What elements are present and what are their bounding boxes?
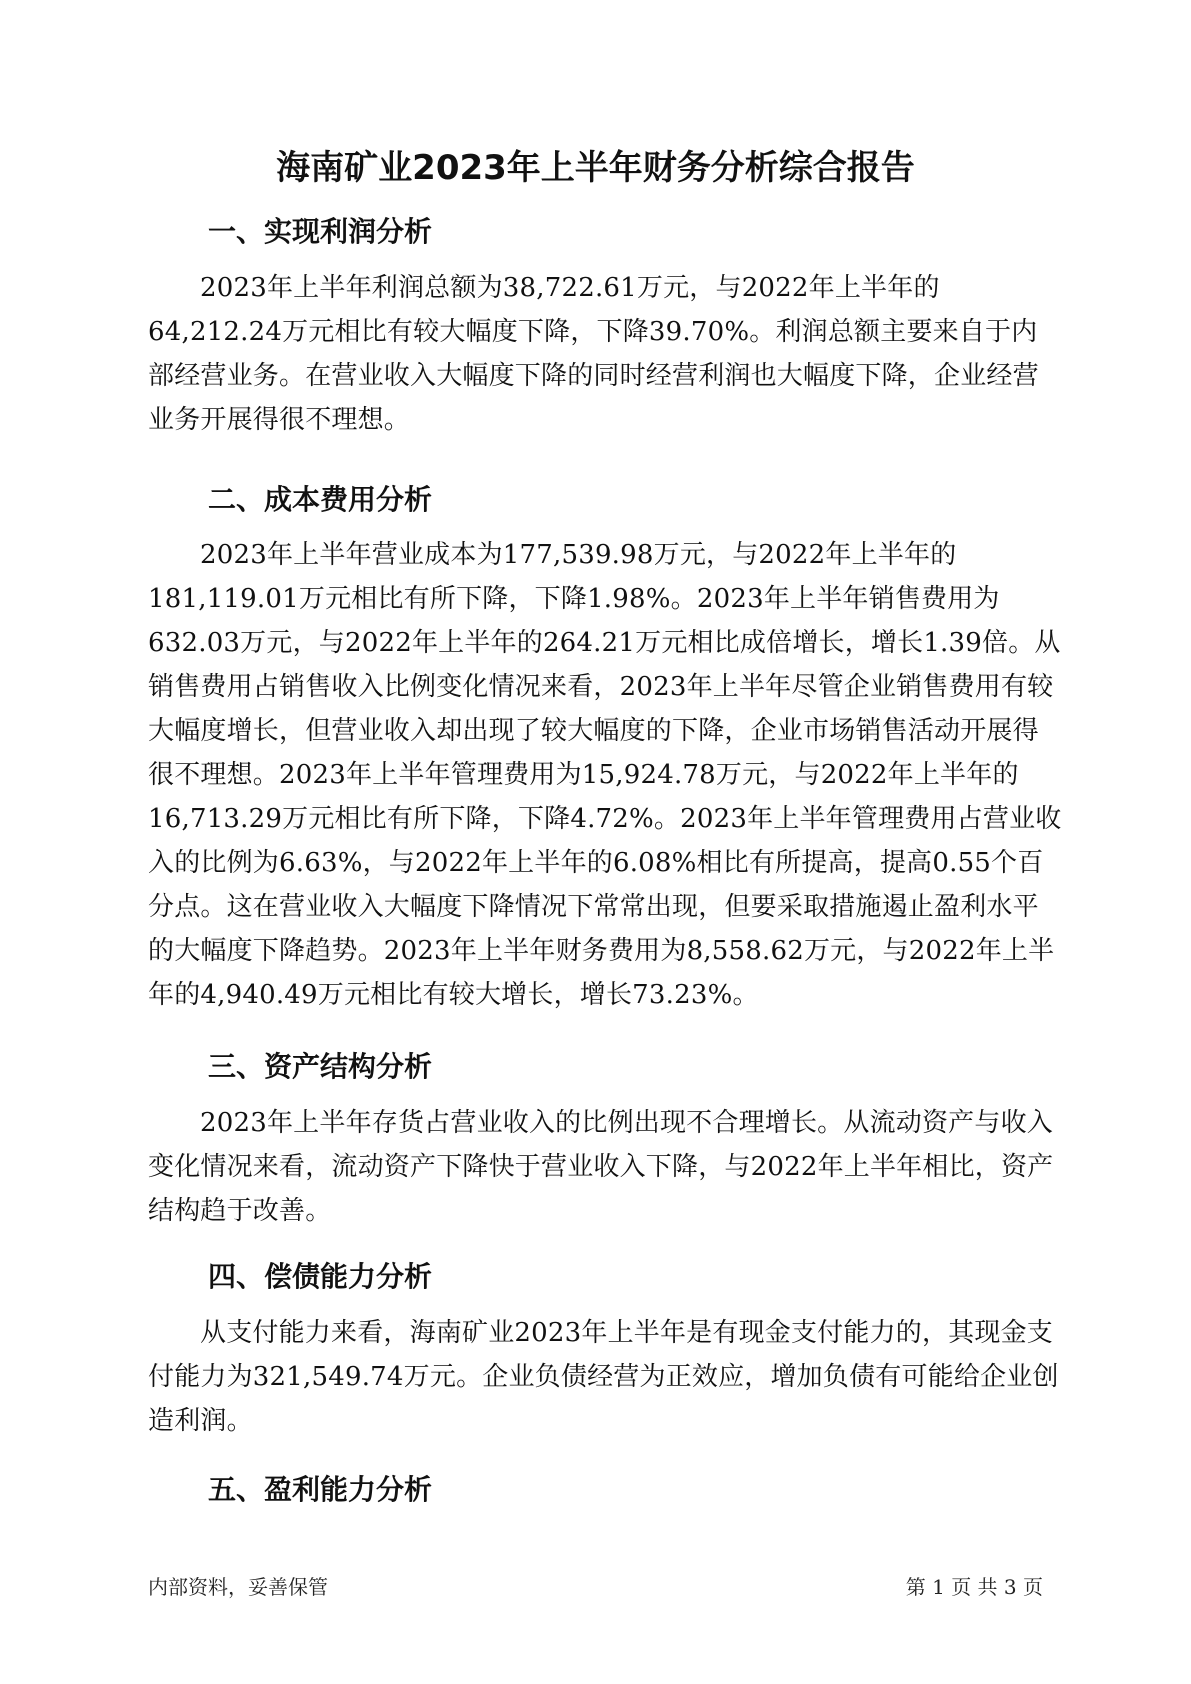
page-title: 海南矿业2023年上半年财务分析综合报告: [276, 148, 915, 188]
footer-page-number: 第 1 页 共 3 页: [905, 1575, 1043, 1599]
section-heading-profitability: 五、盈利能力分析: [208, 1473, 433, 1506]
section-paragraph-profit: 2023年上半年利润总额为38,722.61万元，与2022年上半年的64,212.24万元相比有较大幅度下降，下降39.70%。利润总额主要来自于内部经营业务。在营业收入大幅度下降的同时经营利润也大幅度下降，企业经营业务开展得很不理想。: [148, 273, 1039, 435]
section-heading-profit: 一、实现利润分析: [208, 215, 433, 248]
section-heading-cost: 二、成本费用分析: [208, 483, 433, 516]
section-heading-solvency: 四、偿债能力分析: [208, 1260, 433, 1293]
section-paragraph-cost: 2023年上半年营业成本为177,539.98万元，与2022年上半年的181,119.01万元相比有所下降，下降1.98%。2023年上半年销售费用为632.03万元，与2022年上半年的264.21万元相比成倍增长，增长1.39倍。从销售费用占销售收入比例变化情况来看，2023年上半年尽管企业销售费用有较大幅度增长，但营业收入却出现了较大幅度的下降，企业市场销售活动开展得很不理想。2023年上半年管理费用为15,924.78万元，与2022年上半年的16,713.29万元相比有所下降，下降4.72%。2023年上半年管理费用占营业收入的比例为6.63%，与2022年上半年的6.08%相比有所提高，提高0.55个百分点。这在营业收入大幅度下降情况下常常出现，但要采取措施遏止盈利水平的大幅度下降趋势。2023年上半年财务费用为8,558.62万元，与2022年上半年的4,940.49万元相比有较大增长，增长73.23%。: [148, 540, 1062, 1010]
section-heading-asset: 三、资产结构分析: [208, 1050, 433, 1083]
section-paragraph-solvency: 从支付能力来看，海南矿业2023年上半年是有现金支付能力的，其现金支付能力为321,549.74万元。企业负债经营为正效应，增加负债有可能给企业创造利润。: [148, 1318, 1059, 1436]
footer-confidential-note: 内部资料，妥善保管: [148, 1575, 328, 1599]
section-paragraph-asset: 2023年上半年存货占营业收入的比例出现不合理增长。从流动资产与收入变化情况来看，流动资产下降快于营业收入下降，与2022年上半年相比，资产结构趋于改善。: [148, 1108, 1054, 1226]
